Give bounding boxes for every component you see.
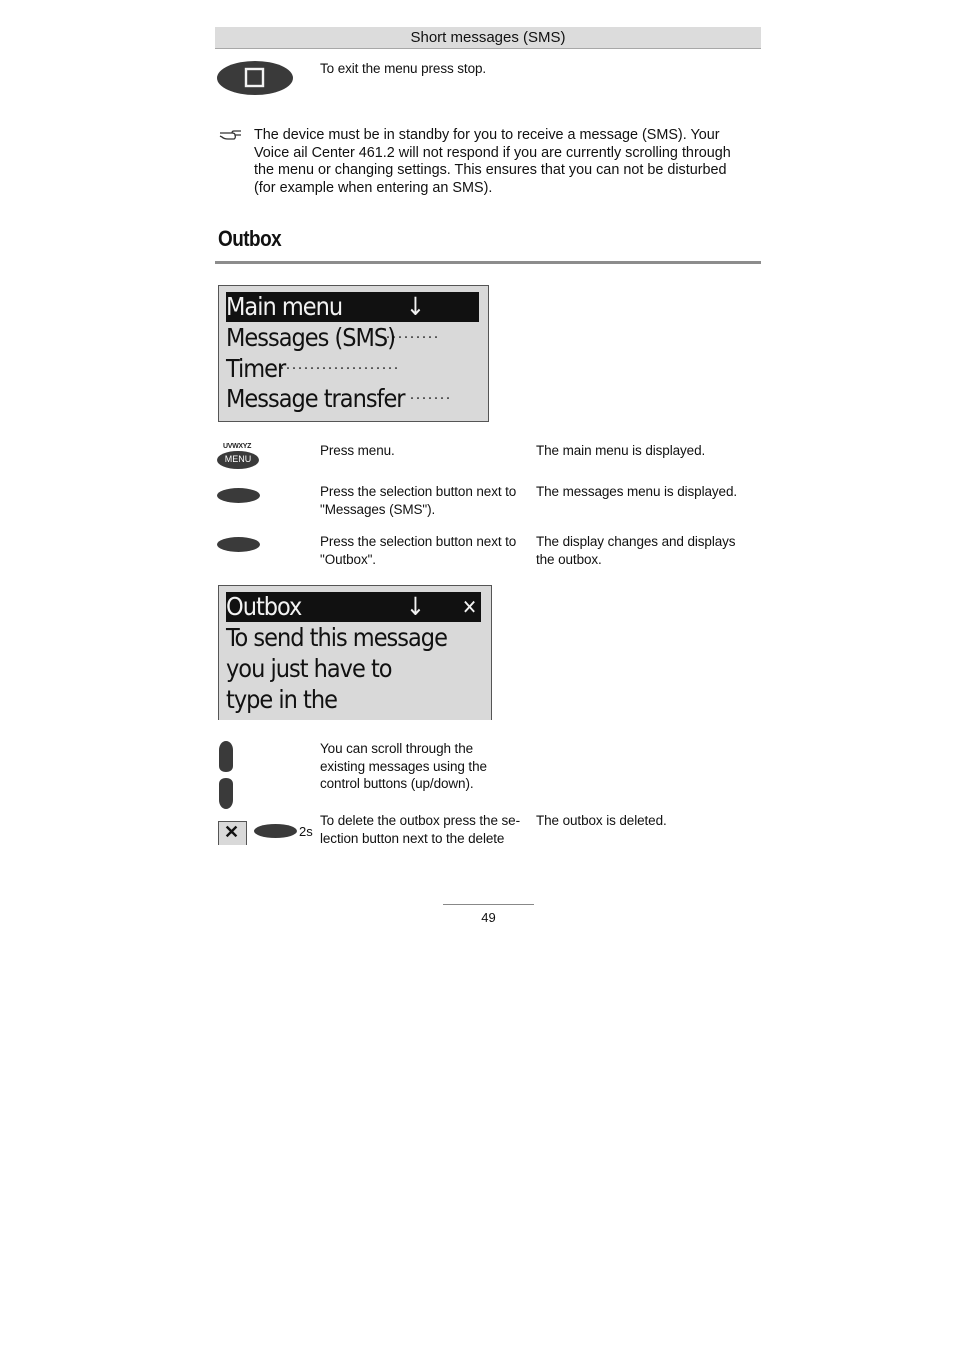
step-messages-action: Press the selection button next to "Messages (SMS"). [320, 484, 517, 517]
lcd-timer-label: Timer [226, 354, 286, 383]
close-icon: ✕ [462, 595, 477, 619]
lcd-row-message-transfer [226, 384, 479, 414]
step-messages-result: The messages menu is displayed. [536, 484, 738, 499]
selection-button [254, 824, 297, 838]
page-header [215, 27, 761, 49]
menu-button [217, 443, 259, 469]
lcd-message-line: To send this message [226, 623, 447, 652]
up-down-control-buttons-icon [216, 740, 236, 810]
stop-square-icon [217, 61, 293, 95]
delete-step-action: To delete the outbox press the se-lection button next to the delete [320, 813, 520, 846]
selection-button [217, 488, 260, 503]
down-arrow-icon: ↓ [406, 292, 424, 321]
lcd-outbox-title: Outbox [226, 592, 302, 621]
selection-button [217, 537, 260, 552]
menu-button-caption: UVWXYZ [223, 443, 252, 450]
standby-note: The device must be in standby for you to receive a message (SMS). Your Voice ail Center 461.2 will not respond if you are currently scrolling through the menu or changing settings. This ensures that you can not be disturbed (for example when entering an SMS). [254, 127, 731, 196]
lcd-row-main-menu [226, 292, 479, 322]
menu-button-label: MENU [224, 454, 252, 464]
menu-button-oval [217, 451, 259, 469]
delete-glyph: ✕ [224, 822, 240, 842]
leader-dots: ···················· [280, 361, 400, 377]
header-title: Short messages (SMS) [410, 29, 566, 46]
step-menu-action: Press menu. [320, 443, 395, 458]
stop-button [217, 61, 293, 95]
hold-duration: 2s [299, 824, 313, 839]
lcd-message-line: type in the [226, 685, 337, 714]
step-outbox-result: The display changes and displays the outbox. [536, 534, 736, 567]
step-outbox-action: Press the selection button next to "Outbox". [320, 534, 517, 567]
scroll-step-action: You can scroll through the existing messages using the control buttons (up/down). [320, 741, 487, 791]
lcd-message-transfer-label: Message transfer [226, 384, 405, 413]
footer-rule [443, 904, 534, 905]
lcd-message-line: you just have to [226, 654, 392, 683]
outbox-display [218, 585, 492, 720]
step-menu-result: The main menu is displayed. [536, 443, 706, 458]
lcd-main-menu-label: Main menu [226, 292, 343, 321]
leader-dots: ·········· [380, 330, 440, 346]
pointing-hand-icon [219, 127, 243, 143]
lcd-row-messages [226, 323, 479, 353]
leader-dots: ······· [410, 391, 452, 407]
delete-icon [218, 821, 247, 845]
down-arrow-icon: ↓ [406, 592, 424, 621]
lcd-messages-label: Messages (SMS) [226, 323, 395, 352]
stop-step-text: To exit the menu press stop. [320, 61, 487, 76]
lcd-row-timer [226, 354, 479, 384]
section-divider [215, 261, 761, 264]
lcd-row-outbox-title [226, 592, 481, 622]
main-menu-display [218, 285, 489, 422]
delete-step-result: The outbox is deleted. [536, 813, 667, 828]
section-title: Outbox [218, 226, 282, 251]
page-number: 49 [481, 910, 496, 925]
